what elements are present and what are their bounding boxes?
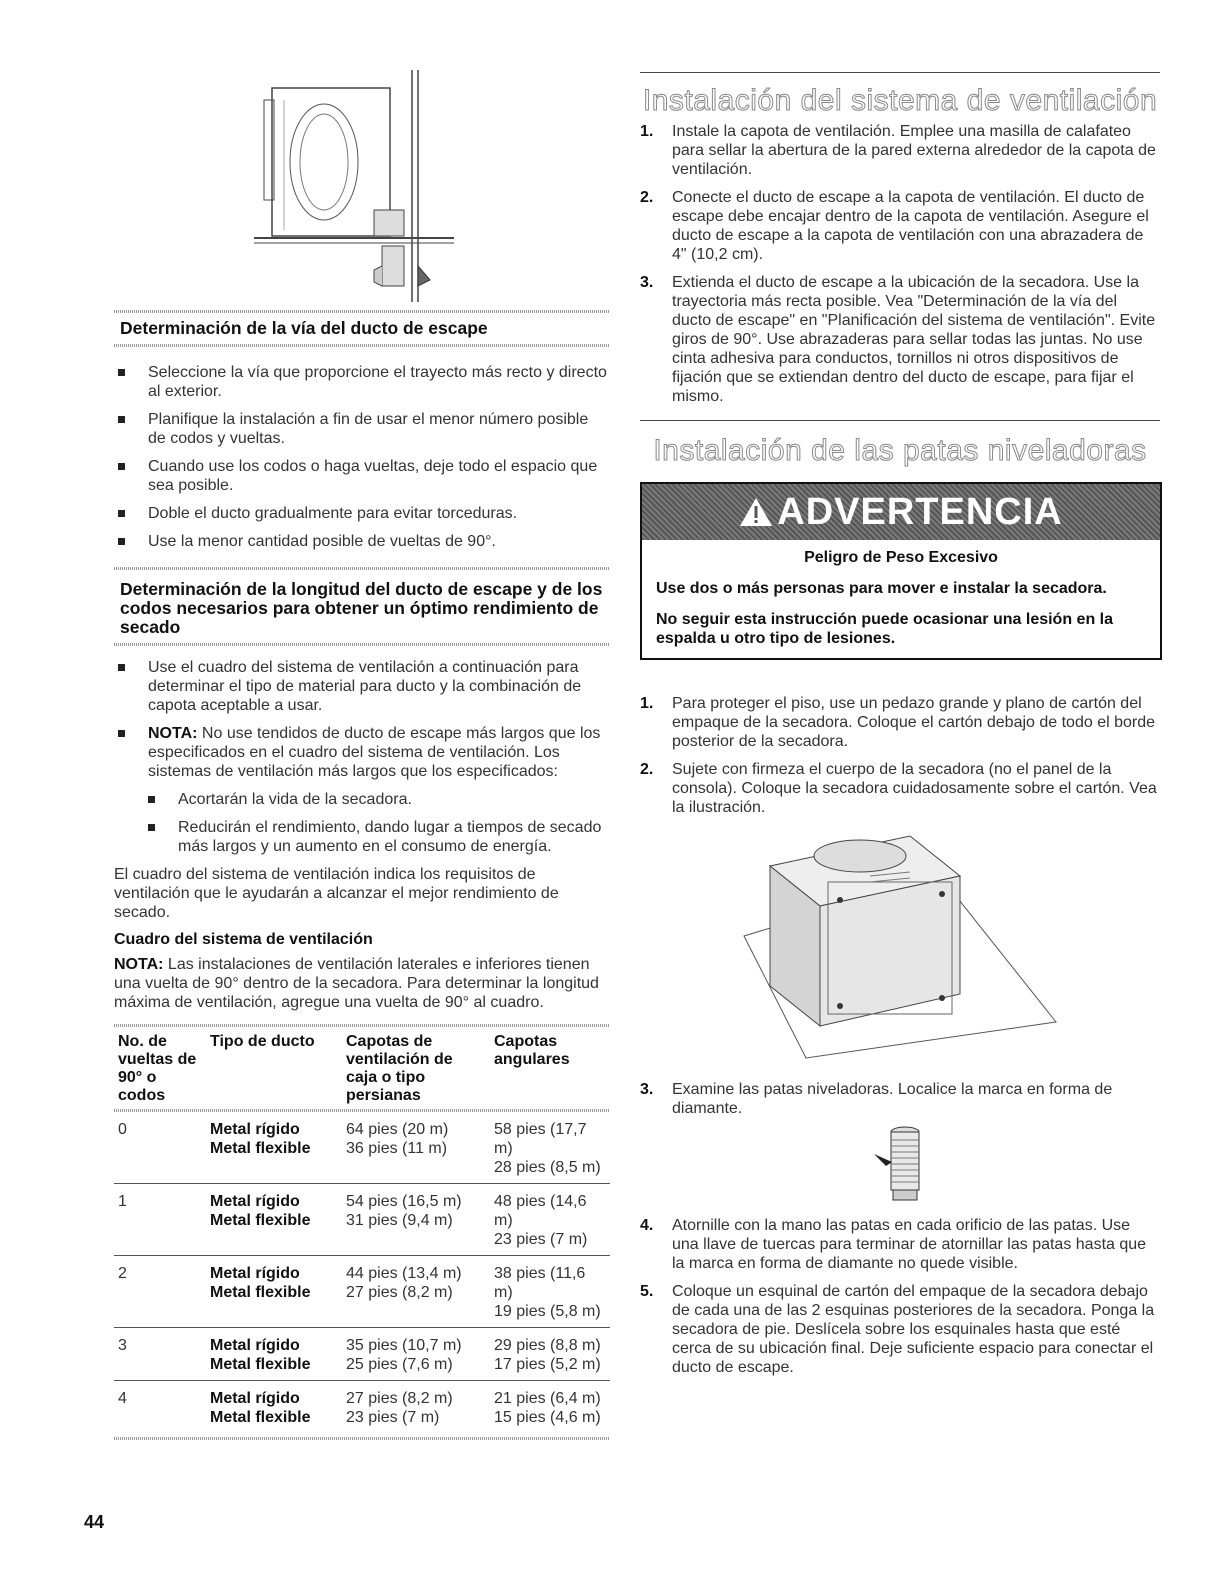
vent-install-steps <box>640 122 1160 415</box>
duct-type-cell: Metal flexible <box>210 1356 311 1373</box>
list-item: Use el cuadro del sistema de ventilación a continuación para determinar el tipo de material para ducto y la combinación de capota aceptable a usar. <box>114 658 610 715</box>
box-hood-cell: 27 pies (8,2 m) <box>346 1390 453 1407</box>
warning-title: ADVERTENCIA <box>777 490 1063 533</box>
angled-hood-cell: 29 pies (8,8 m) <box>494 1337 601 1354</box>
angled-hood-cell: 19 pies (5,8 m) <box>494 1303 601 1320</box>
list-item <box>640 273 1160 406</box>
column-header-turns: No. de vueltas de 90° o codos <box>118 1033 197 1104</box>
section-title-vent-install: Instalación del sistema de ventilación <box>642 84 1158 117</box>
list-item: Seleccione la vía que proporcione el trayecto más recto y directo al exterior. <box>114 363 610 401</box>
duct-path-list <box>114 363 610 551</box>
divider <box>114 310 610 313</box>
turns-cell: 2 <box>114 1256 206 1328</box>
dryer-vent-illustration <box>254 70 454 302</box>
column-header-duct-type: Tipo de ducto <box>210 1033 315 1050</box>
step-number: 5. <box>640 1283 654 1300</box>
step-text: Sujete con firmeza el cuerpo de la secadora (no el panel de la consola). Coloque la secadora cuidadosamente sobre el cartón. Vea la ilustración. <box>672 761 1157 816</box>
warning-box <box>640 482 1162 660</box>
table-row <box>114 1381 610 1434</box>
step-text: Extienda el ducto de escape a la ubicación de la secadora. Use la trayectoria más recta posible. Vea "Determinación de la vía del ducto de escape" en "Planificación del sistema de ventilación". Evite giros de 90°. Use abrazaderas para sellar todas las juntas. No use cinta adhesiva para conductos, tornillos ni otros dispositivos de fijación que se extiendan dentro del ducto de escape, para fijar el mismo. <box>672 274 1156 405</box>
warning-instruction: Use dos o más personas para mover e instalar la secadora. <box>656 580 1107 597</box>
turns-cell: 1 <box>114 1184 206 1256</box>
section-heading-duct-path: Determinación de la vía del ducto de escape <box>120 318 488 338</box>
table-row <box>114 1256 610 1328</box>
divider <box>114 567 610 570</box>
section-heading-duct-length: Determinación de la longitud del ducto de escape y de los codos necesarios para obtener un óptimo rendimiento de secado <box>120 579 603 637</box>
list-item <box>114 724 610 781</box>
list-item <box>640 1080 1160 1118</box>
leveling-steps-b <box>640 1216 1160 1386</box>
warning-consequence: No seguir esta instrucción puede ocasionar una lesión en la espalda u otro tipo de lesiones. <box>656 611 1114 647</box>
box-hood-cell: 36 pies (11 m) <box>346 1140 448 1157</box>
vent-system-table <box>114 1027 610 1440</box>
divider <box>114 643 610 646</box>
list-item <box>640 760 1160 817</box>
warning-subtitle: Peligro de Peso Excesivo <box>804 549 998 566</box>
table-row <box>114 1328 610 1381</box>
box-hood-cell: 44 pies (13,4 m) <box>346 1265 462 1282</box>
step-number: 1. <box>640 695 654 712</box>
duct-type-cell: Metal rígido <box>210 1193 300 1210</box>
list-item <box>640 1282 1160 1377</box>
step-number: 4. <box>640 1217 654 1234</box>
box-hood-cell: 54 pies (16,5 m) <box>346 1193 462 1210</box>
duct-type-cell: Metal rígido <box>210 1390 300 1407</box>
angled-hood-cell: 21 pies (6,4 m) <box>494 1390 601 1407</box>
chart-intro: El cuadro del sistema de ventilación indica los requisitos de ventilación que le ayudarán a alcanzar el mejor rendimiento de secado. <box>114 866 559 921</box>
step-text: Atornille con la mano las patas en cada orificio de las patas. Use una llave de tuercas para terminar de atornillar las patas hasta que la marca en forma de diamante no quede visible. <box>672 1217 1147 1272</box>
leveling-step-3 <box>640 1080 1160 1127</box>
step-number: 1. <box>640 123 654 140</box>
warning-triangle-icon <box>739 497 773 527</box>
chart-title: Cuadro del sistema de ventilación <box>114 931 373 948</box>
list-item <box>640 122 1160 179</box>
list-item <box>640 188 1160 264</box>
section-title-leveling-legs: Instalación de las patas niveladoras <box>653 434 1147 467</box>
warning-body <box>642 540 1160 658</box>
duct-type-cell: Metal flexible <box>210 1284 311 1301</box>
duct-type-cell: Metal flexible <box>210 1140 311 1157</box>
leveling-foot-illustration <box>872 1124 932 1204</box>
angled-hood-cell: 48 pies (14,6 m) <box>494 1193 587 1229</box>
step-number: 3. <box>640 1081 654 1098</box>
table-row <box>114 1112 610 1184</box>
box-hood-cell: 35 pies (10,7 m) <box>346 1337 462 1354</box>
step-text: Examine las patas niveladoras. Localice la marca en forma de diamante. <box>672 1081 1113 1117</box>
angled-hood-cell: 23 pies (7 m) <box>494 1231 588 1248</box>
table-row <box>114 1184 610 1256</box>
box-hood-cell: 31 pies (9,4 m) <box>346 1212 453 1229</box>
page-number: 44 <box>84 1512 105 1532</box>
duct-type-cell: Metal rígido <box>210 1121 300 1138</box>
step-text: Para proteger el piso, use un pedazo grande y plano de cartón del empaque de la secadora. Coloque el cartón debajo de todo el borde posterior de la secadora. <box>672 695 1156 750</box>
list-item: Reducirán el rendimiento, dando lugar a tiempos de secado más largos y un aumento en el consumo de energía. <box>144 818 610 856</box>
consequence-list <box>114 790 610 856</box>
chart-note <box>114 955 610 1012</box>
duct-type-cell: Metal rígido <box>210 1265 300 1282</box>
note-label: NOTA: <box>114 956 164 973</box>
dryer-on-cardboard-illustration <box>740 826 1060 1062</box>
step-number: 3. <box>640 274 654 291</box>
turns-cell: 0 <box>118 1121 127 1138</box>
angled-hood-cell: 58 pies (17,7 m) <box>494 1121 587 1157</box>
list-item: Planifique la instalación a fin de usar el menor número posible de codos y vueltas. <box>114 410 610 448</box>
note-text: No use tendidos de ducto de escape más largos que los especificados en el cuadro del sistema de ventilación. Los sistemas de ventilación más largos que los especificados: <box>148 725 601 780</box>
list-item: Doble el ducto gradualmente para evitar torceduras. <box>114 504 610 523</box>
angled-hood-cell: 17 pies (5,2 m) <box>494 1356 601 1373</box>
duct-type-cell: Metal rígido <box>210 1337 300 1354</box>
column-header-box-hoods: Capotas de ventilación de caja o tipo persianas <box>346 1033 453 1104</box>
list-item: Use la menor cantidad posible de vueltas de 90°. <box>114 532 610 551</box>
duct-length-list <box>114 658 610 781</box>
box-hood-cell: 27 pies (8,2 m) <box>346 1284 453 1301</box>
step-text: Instale la capota de ventilación. Emplee una masilla de calafateo para sellar la abertura de la pared externa alrededor de la capota de ventilación. <box>672 123 1156 178</box>
step-number: 2. <box>640 189 654 206</box>
box-hood-cell: 64 pies (20 m) <box>346 1121 449 1138</box>
angled-hood-cell: 28 pies (8,5 m) <box>494 1159 601 1176</box>
note-label: NOTA: <box>148 725 198 742</box>
box-hood-cell: 23 pies (7 m) <box>346 1409 440 1426</box>
list-item: Cuando use los codos o haga vueltas, deje todo el espacio que sea posible. <box>114 457 610 495</box>
duct-type-cell: Metal flexible <box>210 1212 311 1229</box>
box-hood-cell: 25 pies (7,6 m) <box>346 1356 453 1373</box>
turns-cell: 3 <box>114 1328 206 1381</box>
angled-hood-cell: 38 pies (11,6 m) <box>494 1265 586 1301</box>
duct-type-cell: Metal flexible <box>210 1409 311 1426</box>
divider <box>114 344 610 347</box>
step-number: 2. <box>640 761 654 778</box>
list-item: Acortarán la vida de la secadora. <box>144 790 610 809</box>
step-text: Coloque un esquinal de cartón del empaque de la secadora debajo de cada una de las 2 esquinas posteriores de la secadora. Ponga la secadora de pie. Deslícela sobre los esquinales hasta que esté cerca de su ubicación final. Deje suficiente espacio para conectar el ducto de escape. <box>672 1283 1155 1376</box>
angled-hood-cell: 15 pies (4,6 m) <box>494 1409 601 1426</box>
list-item <box>640 694 1160 751</box>
leveling-steps-a <box>640 694 1160 826</box>
column-header-angled-hoods: Capotas angulares <box>494 1033 570 1068</box>
turns-cell: 4 <box>114 1381 206 1434</box>
chart-note-text: Las instalaciones de ventilación laterales e inferiores tienen una vuelta de 90° dentro de la secadora. Para determinar la longitud máxima de ventilación, agregue una vuelta de 90° al cuadro. <box>114 956 599 1011</box>
list-item <box>640 1216 1160 1273</box>
warning-header <box>642 484 1160 540</box>
step-text: Conecte el ducto de escape a la capota de ventilación. El ducto de escape debe encajar dentro de la capota de ventilación. Asegure el ducto de escape a la capota de ventilación con una abrazadera de 4" (10,2 cm). <box>672 189 1149 263</box>
